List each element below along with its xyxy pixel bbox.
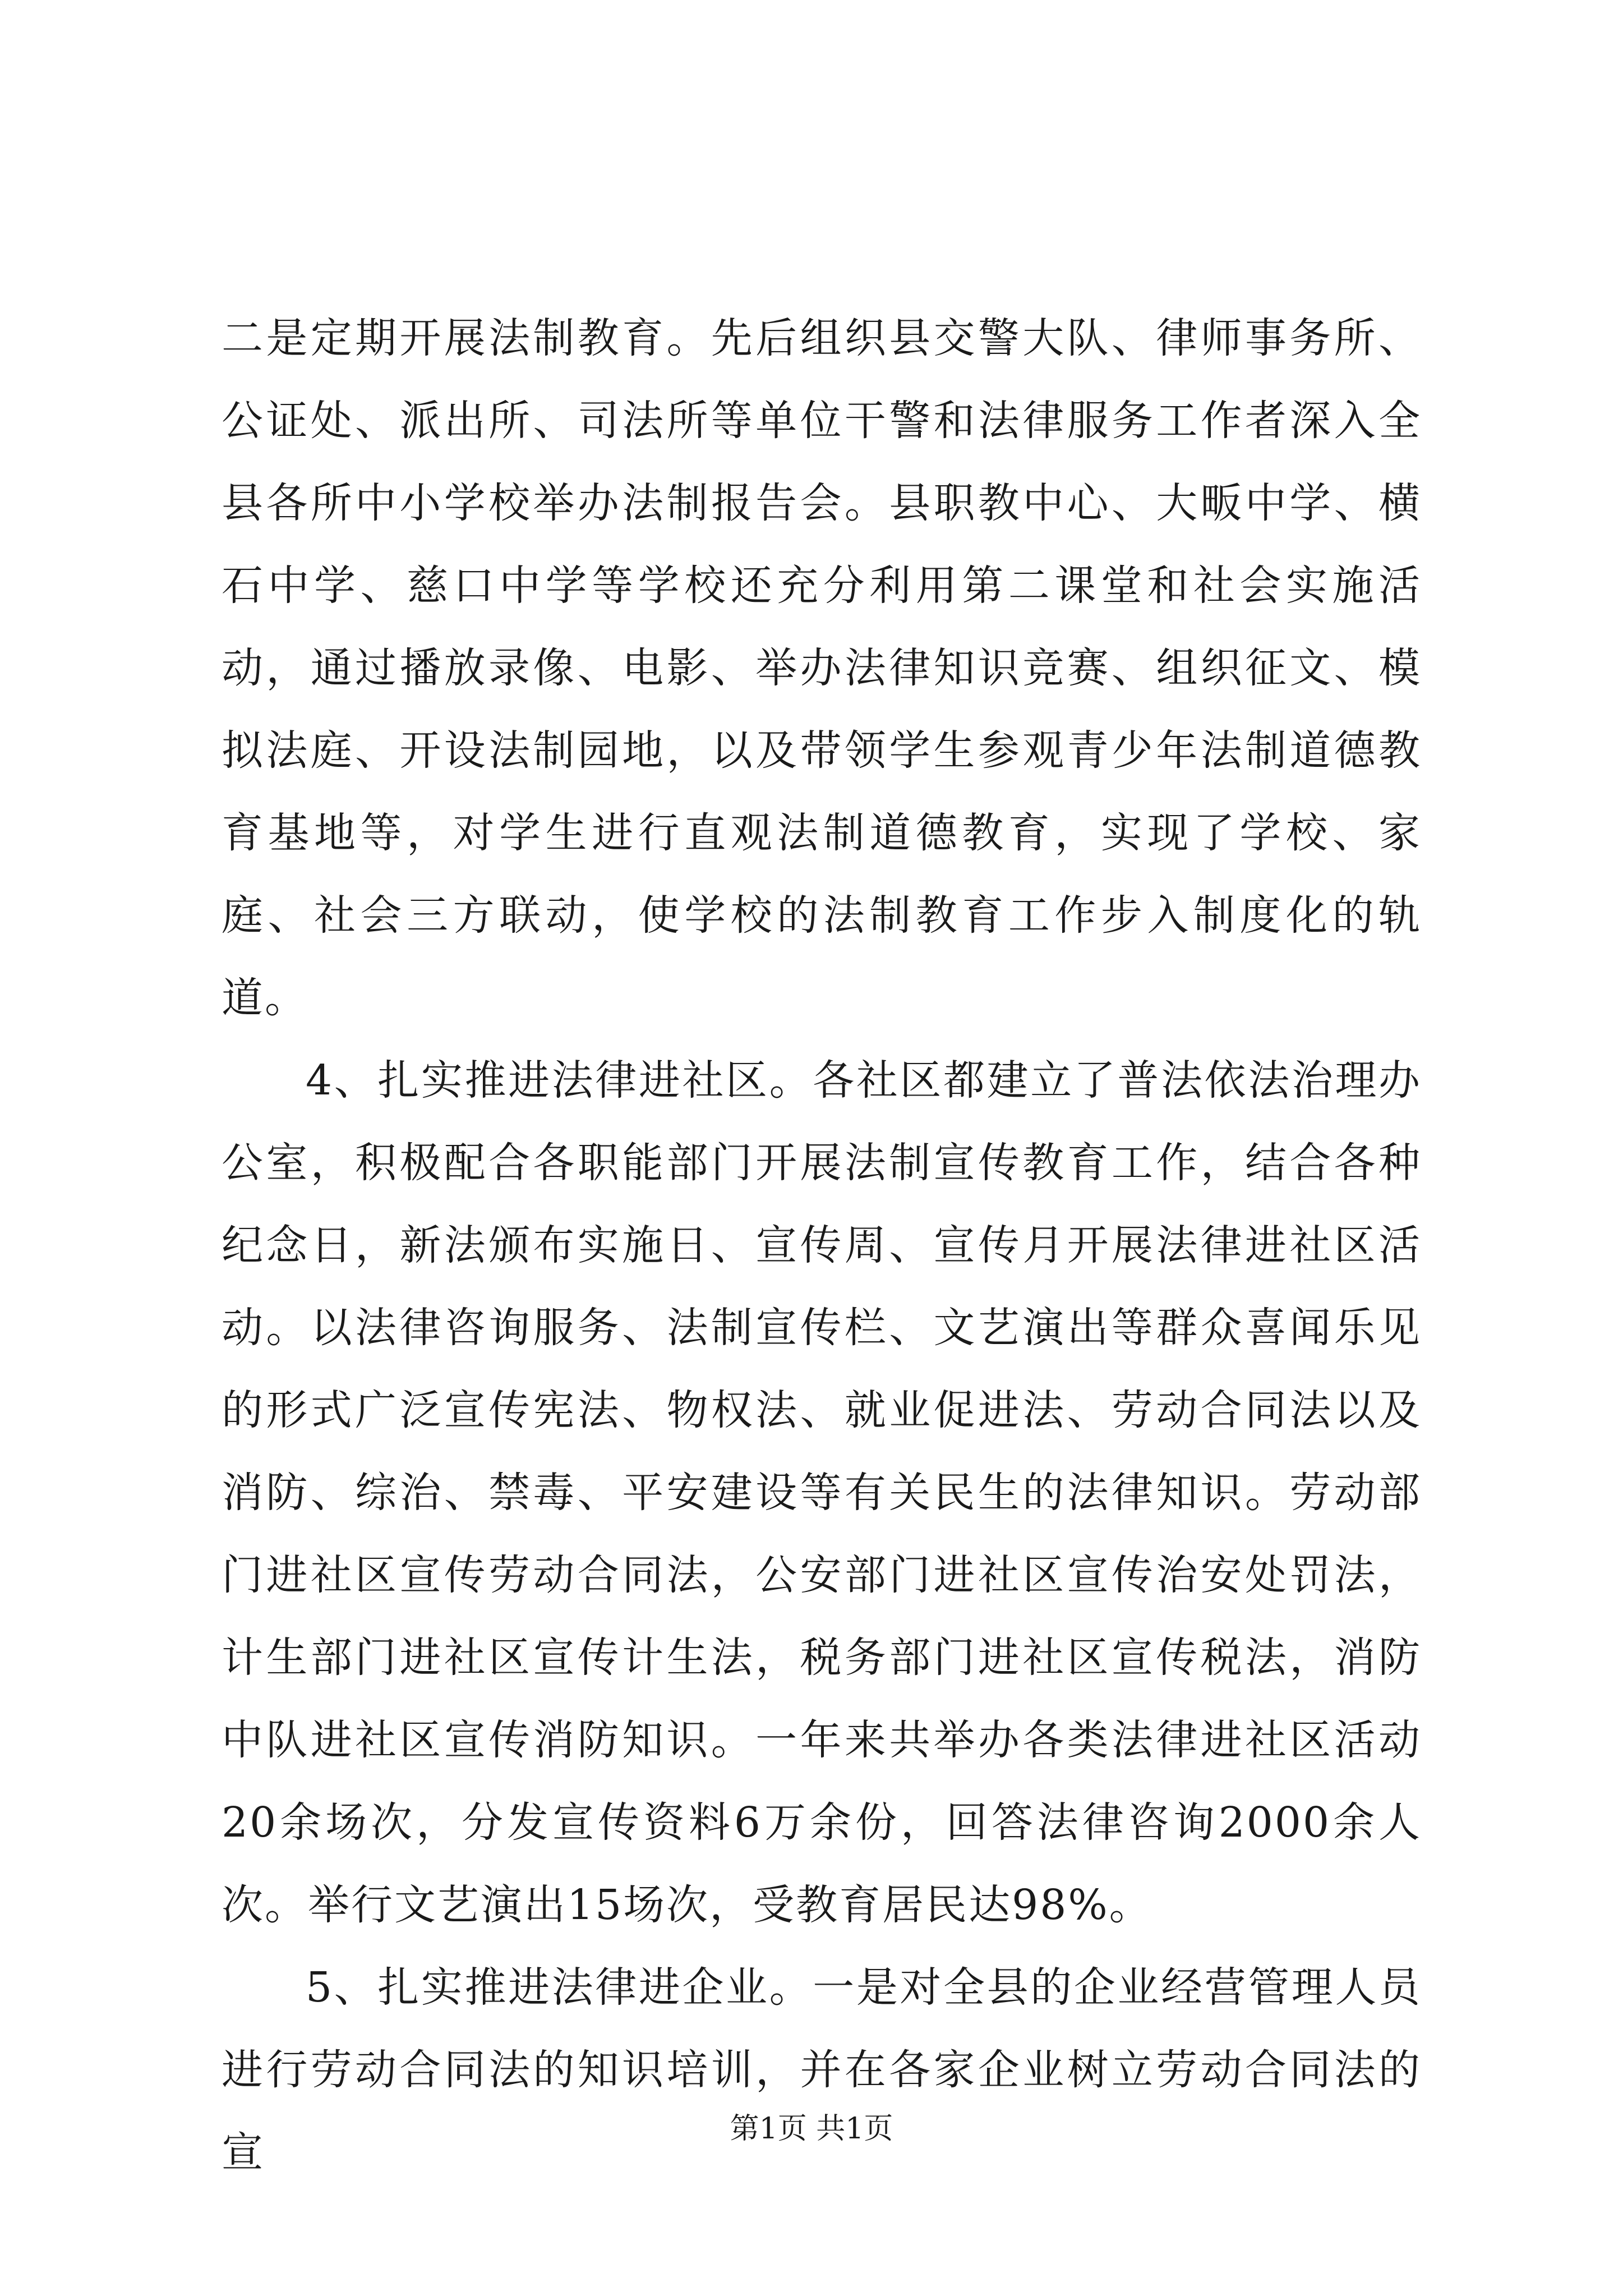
paragraph-law-into-community: 4、扎实推进法律进社区。各社区都建立了普法依法治理办公室，积极配合各职能部门开展法制宣传教育工作，结合各种纪念日，新法颁布实施日、宣传周、宣传月开展法律进社区活动。以法律咨询服务、法制宣传栏、文艺演出等群众喜闻乐见的形式广泛宣传宪法、物权法、就业促进法、劳动合同法以及消防、综治、禁毒、平安建设等有关民生的法律知识。劳动部门进社区宣传劳动合同法，公安部门进社区宣传治安处罚法，计生部门进社区宣传计生法，税务部门进社区宣传税法，消防中队进社区宣传消防知识。一年来共举办各类法律进社区活动20余场次，分发宣传资料6万余份，回答法律咨询2000余人次。举行文艺演出15场次，受教育居民达98%。 — [222, 1056, 1422, 1929]
page-footer: 第1页 共1页 — [730, 2112, 893, 2146]
paragraph-law-into-enterprise: 5、扎实推进法律进企业。一是对全县的企业经营管理人员进行劳动合同法的知识培训，并在各家企业树立劳动合同法的宣 — [222, 1963, 1422, 2177]
paragraph-legal-education: 二是定期开展法制教育。先后组织县交警大队、律师事务所、公证处、派出所、司法所等单位干警和法律服务工作者深入全县各所中小学校举办法制报告会。县职教中心、大畈中学、横石中学、慈口中学等学校还充分利用第二课堂和社会实施活动，通过播放录像、电影、举办法律知识竞赛、组织征文、模拟法庭、开设法制园地，以及带领学生参观青少年法制道德教育基地等，对学生进行直观法制道德教育，实现了学校、家庭、社会三方联动，使学校的法制教育工作步入制度化的轨道。 — [222, 314, 1422, 1022]
document-body — [222, 297, 1422, 2194]
